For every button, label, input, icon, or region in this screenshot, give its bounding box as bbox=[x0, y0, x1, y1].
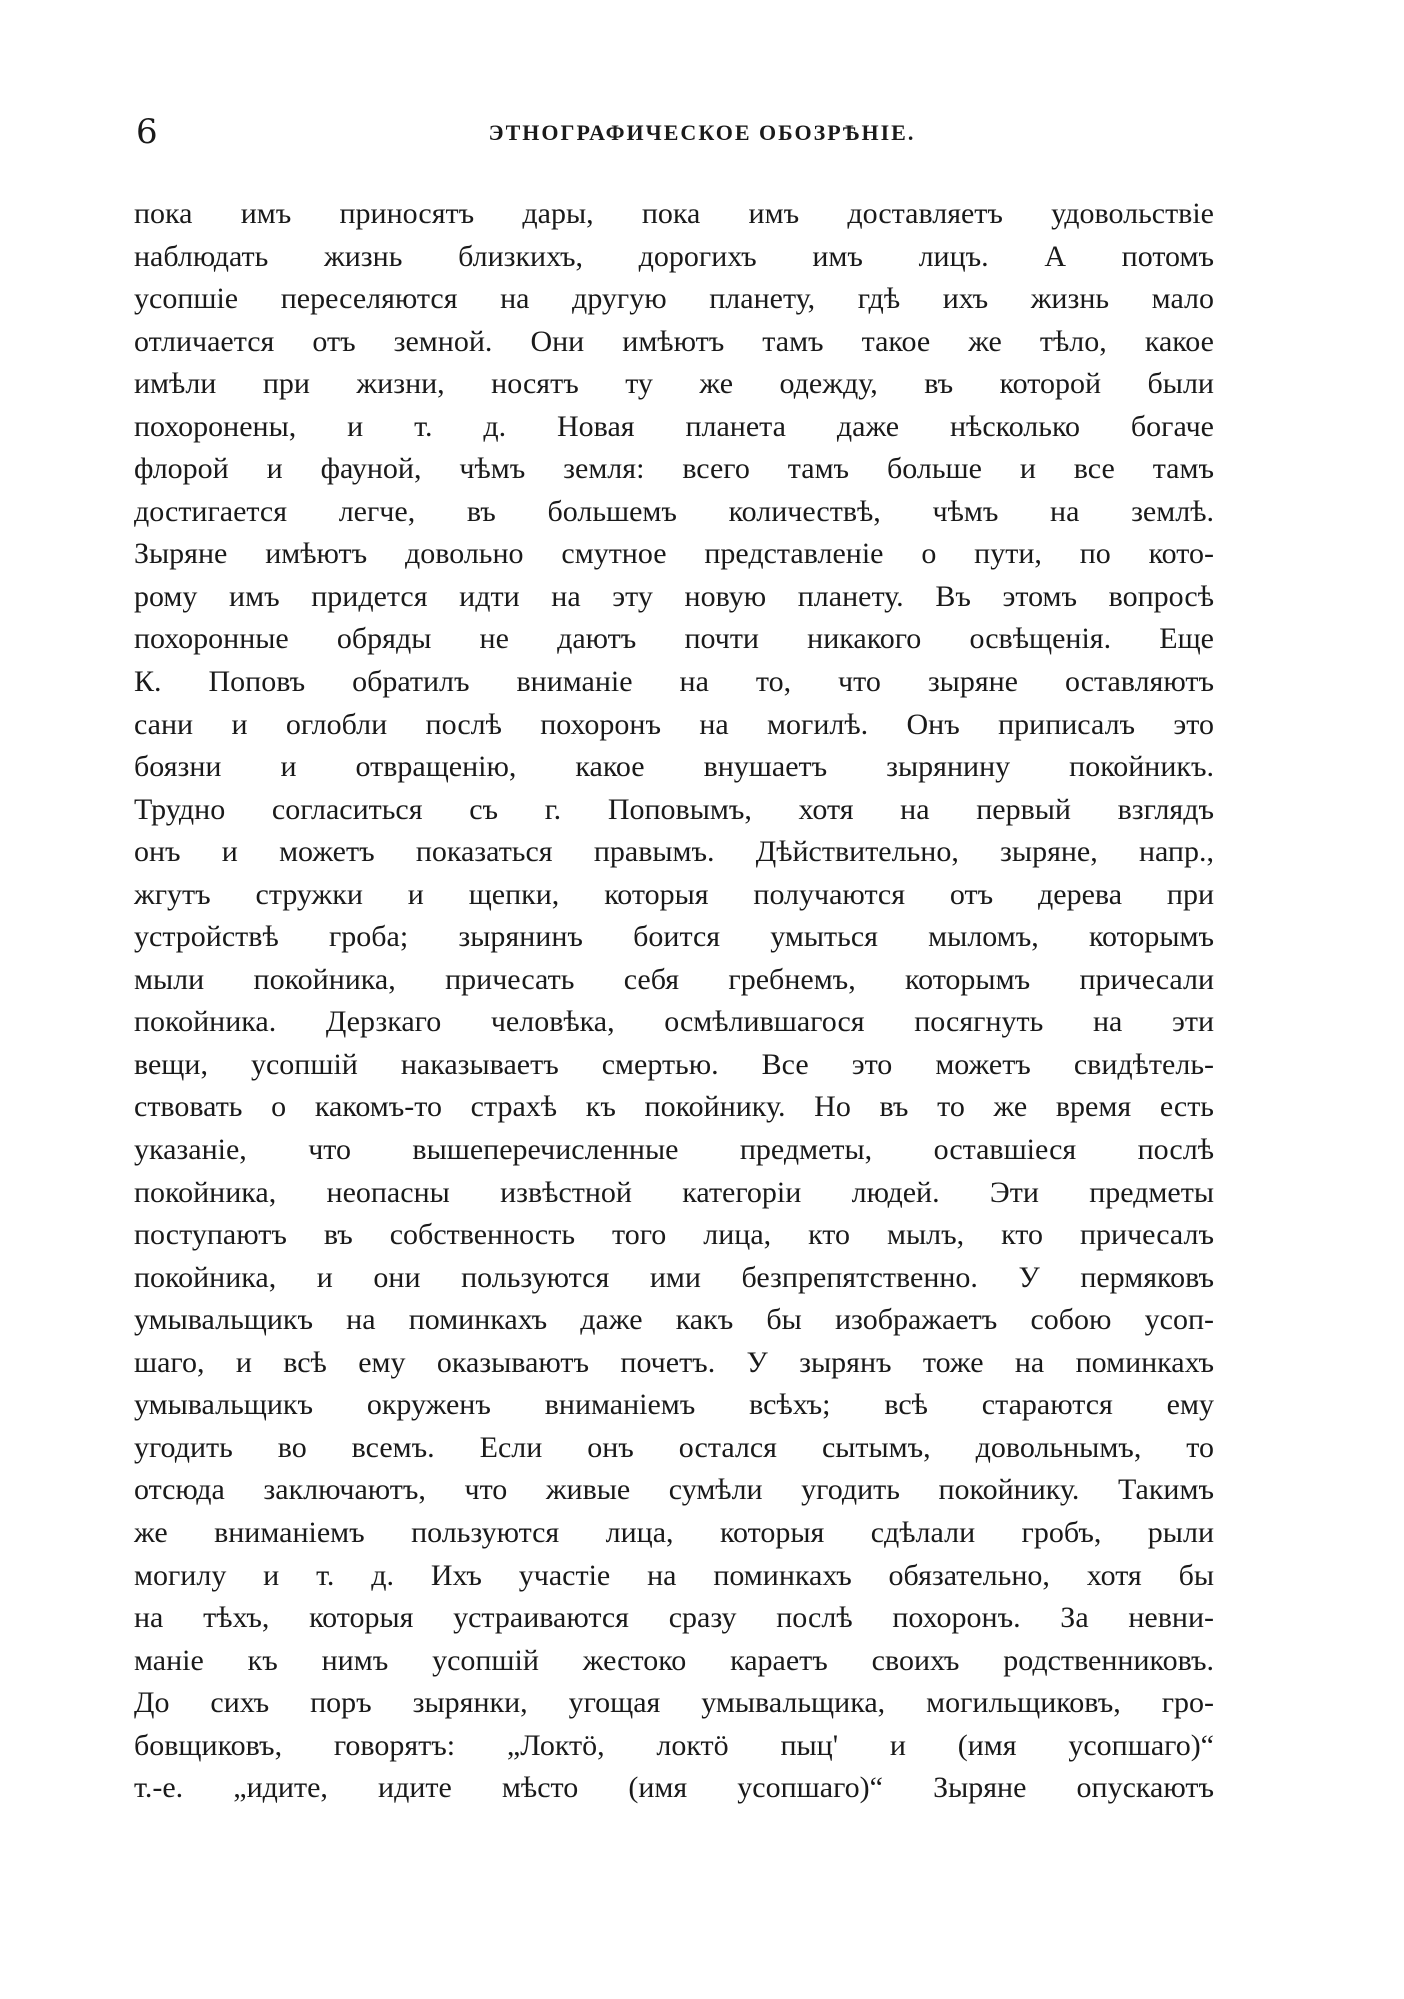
page-number: 6 bbox=[136, 112, 158, 152]
text-line: устройствѣ гроба; зырянинъ боится умыться мыломъ, которымъ bbox=[134, 920, 1214, 954]
text-line: поступаютъ въ собственность того лица, кто мылъ, кто причесалъ bbox=[134, 1218, 1214, 1252]
text-line: До сихъ поръ зырянки, угощая умывальщика, могильщиковъ, гро- bbox=[134, 1686, 1214, 1720]
text-line: К. Поповъ обратилъ вниманіе на то, что зыряне оставляютъ bbox=[134, 665, 1214, 699]
text-line: бовщиковъ, говорятъ: „Локтö, локтö пыц' и (имя усопшаго)“ bbox=[134, 1728, 1214, 1762]
text-line: покойника, и они пользуются ими безпрепятственно. У пермяковъ bbox=[134, 1260, 1214, 1294]
text-line: маніе къ нимъ усопшій жестоко караетъ своихъ родственниковъ. bbox=[134, 1643, 1214, 1677]
text-line: на тѣхъ, которыя устраиваются сразу послѣ похоронъ. За невни- bbox=[134, 1601, 1214, 1635]
text-line: похоронные обряды не даютъ почти никакого освѣщенія. Еще bbox=[134, 622, 1214, 656]
text-line: шаго, и всѣ ему оказываютъ почетъ. У зырянъ тоже на поминкахъ bbox=[134, 1345, 1214, 1379]
text-line: умывальщикъ окруженъ вниманіемъ всѣхъ; всѣ стараются ему bbox=[134, 1388, 1214, 1422]
text-line: умывальщикъ на поминкахъ даже какъ бы изображаетъ собою усоп- bbox=[134, 1303, 1214, 1337]
running-head: ЭТНОГРАФИЧЕСКОЕ ОБОЗРѢНІЕ. bbox=[488, 120, 916, 145]
text-line: усопшіе переселяются на другую планету, гдѣ ихъ жизнь мало bbox=[134, 282, 1214, 316]
text-line: имѣли при жизни, носятъ ту же одежду, въ которой были bbox=[134, 367, 1214, 401]
text-line: же вниманіемъ пользуются лица, которыя сдѣлали гробъ, рыли bbox=[134, 1515, 1214, 1549]
text-line: ствовать о какомъ-то страхѣ къ покойнику. Но въ то же время есть bbox=[134, 1090, 1214, 1124]
text-line: сани и оглобли послѣ похоронъ на могилѣ. Онъ приписалъ это bbox=[134, 707, 1214, 741]
text-line: онъ и можетъ показаться правымъ. Дѣйствительно, зыряне, напр., bbox=[134, 835, 1214, 869]
text-line: Зыряне имѣютъ довольно смутное представленіе о пути, по кото- bbox=[134, 537, 1214, 571]
text-line: рому имъ придется идти на эту новую планету. Въ этомъ вопросѣ bbox=[134, 579, 1214, 613]
body-text bbox=[134, 193, 1214, 1810]
text-line: отсюда заключаютъ, что живые сумѣли угодить покойнику. Такимъ bbox=[134, 1473, 1214, 1507]
text-line: отличается отъ земной. Они имѣютъ тамъ такое же тѣло, какое bbox=[134, 324, 1214, 358]
text-line: похоронены, и т. д. Новая планета даже нѣсколько богаче bbox=[134, 409, 1214, 443]
text-line: наблюдать жизнь близкихъ, дорогихъ имъ лицъ. А потомъ bbox=[134, 239, 1214, 273]
text-line: боязни и отвращенію, какое внушаетъ зырянину покойникъ. bbox=[134, 750, 1214, 784]
text-line: покойника, неопасны извѣстной категоріи людей. Эти предметы bbox=[134, 1175, 1214, 1209]
text-line: достигается легче, въ большемъ количествѣ, чѣмъ на землѣ. bbox=[134, 494, 1214, 528]
text-line: т.-е. „идите, идите мѣсто (имя усопшаго)“ Зыряне опускаютъ bbox=[134, 1771, 1214, 1805]
text-line: мыли покойника, причесать себя гребнемъ, которымъ причесали bbox=[134, 962, 1214, 996]
text-line: указаніе, что вышеперечисленные предметы, оставшіеся послѣ bbox=[134, 1133, 1214, 1167]
text-line: могилу и т. д. Ихъ участіе на поминкахъ обязательно, хотя бы bbox=[134, 1558, 1214, 1592]
text-line: флорой и фауной, чѣмъ земля: всего тамъ больше и все тамъ bbox=[134, 452, 1214, 486]
text-line: пока имъ приносятъ дары, пока имъ доставляетъ удовольствіе bbox=[134, 197, 1214, 230]
text-line: вещи, усопшій наказываетъ смертью. Все это можетъ свидѣтель- bbox=[134, 1047, 1214, 1081]
text-line: жгутъ стружки и щепки, которыя получаются отъ дерева при bbox=[134, 877, 1214, 911]
text-line: Трудно согласиться съ г. Поповымъ, хотя на первый взглядъ bbox=[134, 792, 1214, 826]
text-line: угодить во всемъ. Если онъ остался сытымъ, довольнымъ, то bbox=[134, 1430, 1214, 1464]
text-line: покойника. Дерзкаго человѣка, осмѣлившагося посягнуть на эти bbox=[134, 1005, 1214, 1039]
